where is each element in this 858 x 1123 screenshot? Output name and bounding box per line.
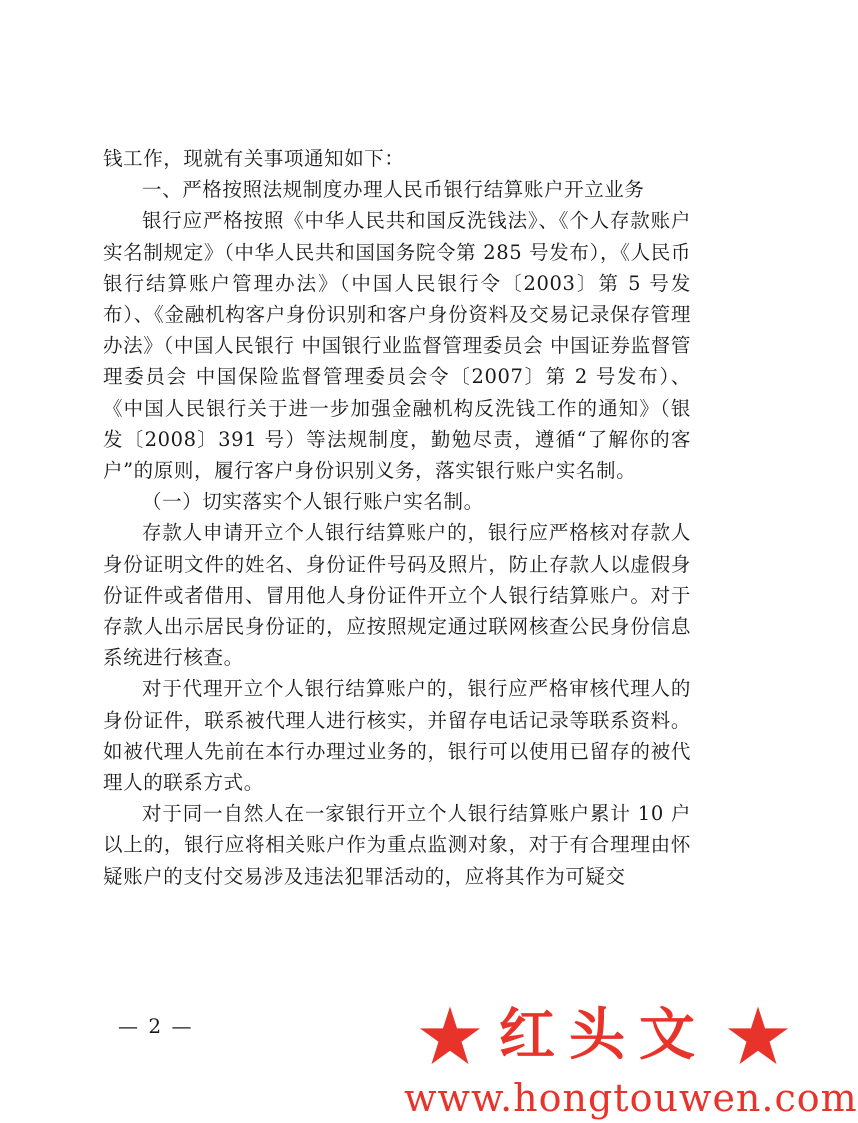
paragraph-multiple-accounts: 对于同一自然人在一家银行开立个人银行结算账户累计 10 户以上的，银行应将相关账户作为重点监测对象，对于有合理理由怀疑账户的支付交易涉及违法犯罪活动的，应将其作为可疑交 bbox=[103, 802, 691, 888]
watermark-title: 红头文 bbox=[499, 1003, 709, 1068]
star-icon bbox=[726, 1004, 790, 1068]
star-icon bbox=[418, 1004, 482, 1068]
watermark-title-row bbox=[418, 1000, 790, 1072]
watermark bbox=[404, 1000, 858, 1120]
subsection-heading: （一）切实落实个人银行账户实名制。 bbox=[142, 490, 484, 514]
page-number: — 2 — bbox=[118, 1014, 194, 1038]
section-heading: 一、严格按照法规制度办理人民币银行结算账户开立业务 bbox=[142, 178, 645, 202]
paragraph-intro: 钱工作，现就有关事项通知如下： bbox=[103, 147, 405, 170]
watermark-url: www.hongtouwen.com bbox=[404, 1076, 858, 1120]
paragraph-agent-opening: 对于代理开立个人银行结算账户的，银行应严格审核代理人的身份证件，联系被代理人进行核实，并留存电话记录等联系资料。如被代理人先前在本行办理过业务的，银行可以使用已留存的被代理人的联系方式。 bbox=[103, 677, 691, 795]
document-body bbox=[103, 143, 691, 892]
paragraph-regulations: 银行应严格按照《中华人民共和国反洗钱法》、《个人存款账户实名制规定》（中华人民共和国国务院令第 285 号发布），《人民币银行结算账户管理办法》（中国人民银行令〔2003〕第 5 号发布）、《金融机构客户身份识别和客户身份资料及交易记录保存管理办法》（中国人民银行 中国银行业监督管理委员会 中国证券监督管理委员会 中国保险监督管理委员会令〔2007〕第 2 号发布）、《中国人民银行关于进一步加强金融机构反洗钱工作的通知》（银发〔2008〕391 号）等法规制度，勤勉尽责，遵循“了解你的客户”的原则，履行客户身份识别义务，落实银行账户实名制。 bbox=[103, 209, 691, 483]
paragraph-identity-check: 存款人申请开立个人银行结算账户的，银行应严格核对存款人身份证明文件的姓名、身份证件号码及照片，防止存款人以虚假身份证件或者借用、冒用他人身份证件开立个人银行结算账户。对于存款人出示居民身份证的，应按照规定通过联网核查公民身份信息系统进行核查。 bbox=[103, 521, 691, 670]
